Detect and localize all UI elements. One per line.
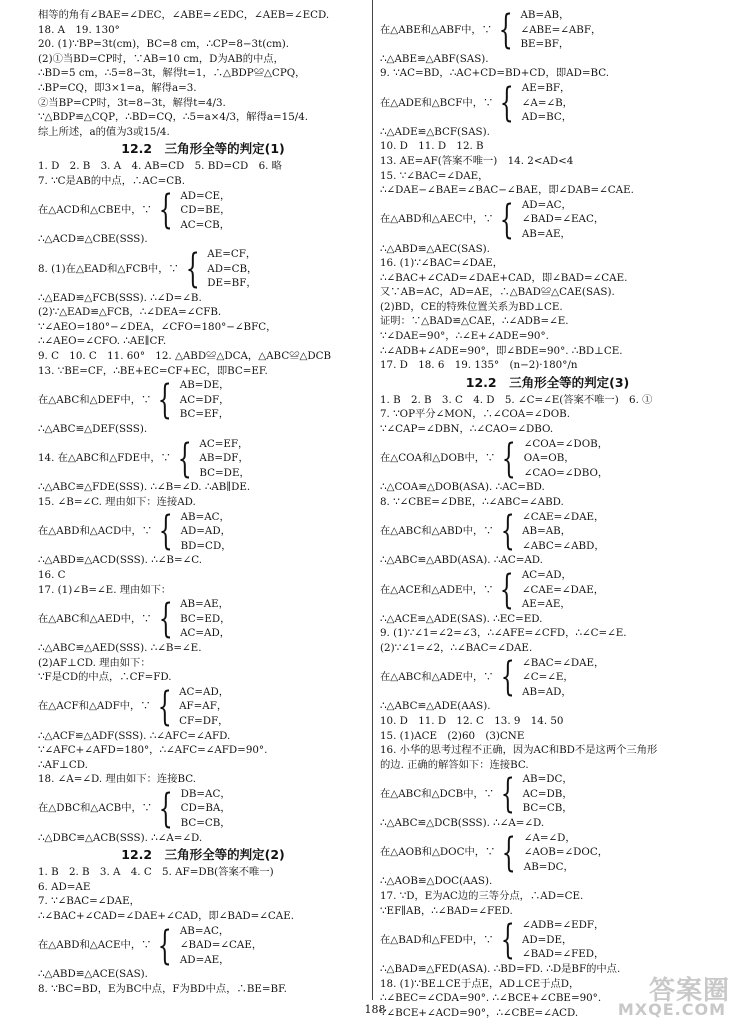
answer-line: ∵∠AEO=180°−∠DEA，∠CFO=180°−∠BFC，: [38, 320, 277, 333]
left-brace-icon: {: [500, 508, 515, 555]
system-condition: CD=BE，: [180, 204, 231, 217]
answer-line: ∵∠CAP=∠DBN，∴∠CAO=∠DBO.: [380, 423, 554, 436]
left-brace-icon: {: [158, 922, 173, 969]
answer-line: ∵∠AFC+∠AFD=180°，∴∠AFC=∠AFD=90°.: [38, 744, 268, 757]
system-lead-text: 在△ABC和△ADE中，∵: [380, 671, 494, 684]
system-condition: AD=CB，: [207, 262, 258, 275]
system-condition: AB=AC，: [179, 924, 230, 937]
answer-line: ∴△COA≌△DOB(ASA). ∴AC=BD.: [380, 481, 545, 494]
answer-line: ∴∠ADB+∠ADE=90°，即∠BDE=90°. ∴BD⊥CE.: [380, 344, 623, 357]
section-heading-1: 12.2 三角形全等的判定(1): [121, 141, 285, 157]
equation-system: [38, 685, 368, 729]
answer-line: 15. ∠B=∠C. 理由如下：连接AD.: [38, 496, 196, 508]
system-conditions: [522, 656, 604, 700]
system-condition: AD=AC，: [521, 198, 572, 211]
system-lead-text: 在△ABD和△ACD中，∵: [38, 525, 153, 538]
equation-system: [38, 247, 368, 291]
right-column: [380, 8, 715, 1020]
answer-line: 13. AE=AF(答案不唯一) 14. 2<AD<4: [380, 154, 574, 167]
system-lead-text: 在△ACF和△ADF中，∵: [38, 700, 151, 713]
answer-line: ∴△ABC≌△AED(SSS). ∴∠B=∠E.: [38, 641, 202, 654]
system-lead-text: 在△ABD和△ACE中，∵: [38, 939, 152, 952]
system-conditions: [179, 685, 229, 729]
system-conditions: [180, 378, 230, 422]
system-condition: ∠ABE=∠ABF，: [520, 23, 602, 36]
section-heading-2: 12.2 三角形全等的判定(2): [121, 847, 285, 863]
text-block: [380, 553, 715, 568]
answer-line: (2)AF⊥CD. 理由如下：: [38, 656, 151, 669]
text-block: [380, 242, 715, 373]
left-brace-icon: {: [500, 771, 515, 818]
answer-line: ∴∠AEO=∠CFO. ∴AE∥CF.: [38, 335, 167, 348]
text-block: [380, 612, 715, 656]
page-number: 188: [364, 1003, 386, 1016]
answer-line: 9. C 10. C 11. 60° 12. △ABD≌△DCA，△ABC≌△DCB: [38, 350, 332, 363]
left-brace-icon: {: [500, 79, 515, 126]
section-heading-3: 12.2 三角形全等的判定(3): [465, 374, 630, 390]
text-block: [38, 729, 368, 787]
system-conditions: [522, 510, 605, 554]
system-lead-text: 在△AOB和△DOC中，∵: [380, 846, 496, 859]
answer-line: ∴BD=5 cm，∴5=8−3t，解得t=1，∴△BDP≌△CPQ，: [38, 67, 306, 80]
text-block: [380, 393, 715, 437]
system-conditions: [207, 247, 257, 291]
answer-line: ∴∠DAE−∠BAE=∠BAC−∠BAE，即∠DAB=∠CAE.: [380, 184, 634, 197]
text-block: [38, 232, 368, 247]
system-condition: AD=CE，: [180, 189, 231, 202]
answer-line: 6. AD=AE: [38, 880, 91, 893]
answer-line: 17. ∵D，E为AC边的三等分点，∴AD=CE.: [380, 890, 584, 903]
text-block: [380, 816, 715, 831]
system-condition: AB=AC，: [180, 510, 230, 523]
system-conditions: [199, 437, 249, 481]
left-brace-icon: {: [177, 435, 192, 482]
answer-line: ∴△ABC≌△DEF(SSS).: [38, 423, 148, 436]
system-condition: AC=CB，: [180, 218, 230, 231]
answer-line: 1. B 2. B 3. A 4. C 5. AF=DB(答案不唯一): [38, 866, 274, 879]
system-condition: DE=BF，: [207, 277, 257, 290]
answer-line: 综上所述，a的值为3或15/4.: [38, 125, 170, 138]
system-condition: CD=BA，: [180, 802, 231, 815]
system-condition: AC=DB，: [522, 787, 573, 800]
system-condition: AF=AF，: [179, 700, 228, 713]
answer-line: (2)①当BD=CP时，∵AB=10 cm，D为AB的中点，: [38, 52, 284, 65]
system-condition: ∠BAD=∠CAE，: [179, 939, 263, 952]
text-block: [38, 553, 368, 597]
answer-line: 1. B 2. B 3. C 4. D 5. ∠C=∠E(答案不唯一) 6. ①: [380, 393, 653, 406]
answer-line: 16. (1)∵∠BAC=∠DAE，: [380, 257, 504, 270]
answer-line: 17. (1)∠B=∠E. 理由如下：: [38, 583, 172, 596]
answer-line: 7. ∵C是AB的中点，∴AC=CB.: [38, 174, 185, 187]
system-condition: AB=DF，: [199, 452, 249, 465]
answer-line: (2)BD，CE的特殊位置关系为BD⊥CE.: [380, 300, 563, 313]
equation-system: [38, 787, 368, 831]
answer-line: ∴∠BAC+∠CAD=∠DAE+CAD，即∠BAD=∠CAE.: [380, 271, 628, 284]
equation-system: [380, 510, 715, 554]
answer-line: (2)∵∠1=∠2，∴∠BAC=∠DAE.: [380, 641, 533, 654]
answer-line: 9. ∵AC=BD，∴AC+CD=BD+CD，即AD=BC.: [380, 67, 610, 80]
left-brace-icon: {: [158, 187, 173, 234]
text-block: [380, 125, 715, 198]
answer-line: ∴∠BEC=∠CDA=90°. ∴∠BCE+∠CBE=90°.: [380, 992, 602, 1005]
system-condition: AB=DE，: [179, 379, 230, 392]
system-condition: AC=AD，: [180, 627, 230, 640]
equation-system: [380, 831, 715, 875]
system-condition: AC=EF，: [199, 437, 249, 450]
answer-line: 20. (1)∵BP=3t(cm)，BC=8 cm，∴CP=8−3t(cm).: [38, 38, 290, 51]
system-condition: BC=CB，: [180, 817, 231, 830]
answer-line: 17. D 18. 6 19. 135° (n−2)·180°/n: [380, 359, 578, 372]
system-lead-text: 在△BAD和△FED中，∵: [380, 933, 494, 946]
left-brace-icon: {: [500, 917, 515, 964]
equation-system: [38, 597, 368, 641]
text-block: [380, 699, 715, 772]
system-condition: AE=AE，: [521, 598, 571, 611]
system-conditions: [524, 437, 608, 481]
left-brace-icon: {: [158, 377, 173, 424]
equation-system: [380, 772, 715, 816]
answer-line: 8. ∵∠CBE=∠DBE，∴∠ABC=∠ABD.: [380, 496, 564, 508]
watermark-url: MXQE.COM: [617, 1000, 726, 1019]
system-lead-text: 在△ABC和△DCB中，∵: [380, 787, 495, 800]
text-block: [38, 480, 368, 509]
left-brace-icon: {: [185, 245, 200, 292]
equation-system: [38, 378, 368, 422]
system-condition: ∠ADB=∠EDF，: [521, 919, 605, 932]
system-condition: ∠C=∠E，: [522, 671, 574, 684]
system-condition: AB=DC，: [523, 860, 574, 873]
text-block: [38, 831, 368, 846]
answer-line: ∴△ABD≌△AEC(SAS).: [380, 242, 490, 255]
system-condition: AB=AB，: [520, 9, 570, 21]
answer-line: 的边. 正确的解答如下：连接BC.: [380, 758, 529, 771]
text-block: [380, 52, 715, 81]
answer-line: 18. ∠A=∠D. 理由如下：连接BC.: [38, 773, 197, 786]
answer-line: 证明：∵△BAD≌△CAE，∴∠ADB=∠E.: [380, 315, 569, 328]
left-brace-icon: {: [500, 196, 515, 243]
system-condition: ∠BAC=∠DAE，: [522, 656, 605, 669]
system-lead-text: 在△ACD和△CBE中，∵: [38, 204, 152, 217]
system-conditions: [522, 918, 604, 962]
system-condition: BC=CB，: [522, 802, 573, 815]
answer-line: ∵∠DAE=90°，∴∠E+∠ADE=90°.: [380, 330, 549, 343]
text-block: [38, 8, 368, 139]
system-condition: DB=AC，: [180, 787, 231, 800]
answer-line: ∵∠BCE+∠ACD=90°，∴∠CBE=∠ACD.: [380, 1006, 579, 1019]
answer-line: 10. D 11. D 12. C 13. 9 14. 50: [380, 714, 564, 727]
system-lead-text: 在△ABC和△ABD中，∵: [380, 525, 494, 538]
answer-line: ∴△ADE≌△BCF(SAS).: [380, 125, 490, 138]
equation-system: [380, 8, 715, 52]
answer-line: 18. A 19. 130°: [38, 23, 120, 36]
system-condition: ∠BAD=∠EAC，: [521, 213, 605, 226]
watermark-logo: 答案圈: [648, 976, 730, 1006]
system-conditions: [520, 8, 601, 52]
answer-line: ∴△ABC≌△ABD(ASA). ∴AC=AD.: [380, 554, 543, 567]
answer-line: 15. (1)ACE (2)60 (3)CNE: [380, 729, 525, 742]
system-condition: BC=ED，: [180, 612, 231, 625]
answer-line: ∴△DBC≌△ACB(SSS). ∴∠A=∠D.: [38, 831, 203, 844]
system-condition: AB=AE，: [521, 227, 571, 240]
system-condition: AD=DE，: [521, 933, 573, 946]
system-condition: BC=EF，: [179, 408, 229, 421]
system-condition: AD=AD，: [180, 525, 231, 538]
equation-system: [380, 198, 715, 242]
equation-system: [380, 437, 715, 481]
answer-line: 18. (1)∵BE⊥CE于点E，AD⊥CE于点D，: [380, 977, 580, 990]
left-brace-icon: {: [500, 654, 515, 701]
system-lead-text: 8. (1)在△EAD和△FCB中，∵: [38, 262, 179, 275]
system-condition: ∠A=∠D，: [523, 831, 576, 844]
system-condition: AB=AD，: [522, 685, 572, 698]
answer-line: 16. 小华的思考过程不正确，因为AC和BD不是这两个三角形: [380, 744, 658, 757]
answer-line: 7. ∵∠BAC=∠DAE，: [38, 895, 140, 908]
answer-line: ∴△ABC≌△FDE(SSS). ∴∠B=∠D. ∴AB∥DE.: [38, 481, 251, 494]
system-condition: ∠ABC=∠ABD，: [522, 539, 605, 552]
equation-system: [380, 81, 715, 125]
system-condition: BC=DE，: [199, 466, 250, 479]
equation-system: [380, 568, 715, 612]
equation-system: [38, 510, 368, 554]
system-conditions: [180, 189, 230, 233]
answer-line: ∴△ABE≌△ABF(SAS).: [380, 52, 489, 65]
system-conditions: [523, 772, 573, 816]
answer-line: ②当BP=CP时，3t=8−3t，解得t=4/3.: [38, 96, 226, 109]
answer-line: ∵△BDP≌△CQP，∴BD=CQ，∴5=a×4/3，解得a=15/4.: [38, 111, 309, 124]
answer-line: (2)∵△EAD≌△FCB，∴∠DEA=∠CFB.: [38, 306, 222, 319]
left-brace-icon: {: [500, 566, 515, 613]
text-block: [38, 967, 368, 996]
text-block: [38, 159, 368, 188]
system-condition: BE=BF，: [520, 38, 570, 51]
answer-line: 又∵AB=AC，AD=AE，∴△BAD≌△CAE(SAS).: [380, 286, 615, 299]
system-lead-text: 在△ABD和△AEC中，∵: [380, 213, 494, 226]
system-condition: AC=AD，: [521, 568, 572, 581]
system-conditions: [522, 198, 604, 242]
system-conditions: [180, 597, 230, 641]
system-conditions: [524, 831, 608, 875]
system-condition: AB=DC，: [522, 773, 573, 786]
system-lead-text: 在△COA和△DOB中，∵: [380, 452, 496, 465]
system-condition: ∠BAD=∠FED，: [521, 948, 605, 961]
answer-line: ∴△ACF≌△ADF(SSS). ∴∠AFC=∠AFD.: [38, 729, 231, 742]
system-condition: ∠CAE=∠DAE，: [522, 510, 605, 523]
answer-line: 16. C: [38, 568, 66, 581]
left-brace-icon: {: [157, 683, 172, 730]
system-lead-text: 在△DBC和△ACB中，∵: [38, 802, 153, 815]
equation-system: [38, 437, 368, 481]
system-lead-text: 在△ABE和△ABF中，∵: [380, 23, 492, 36]
answer-line: ∵F是CD的中点，∴CF=FD.: [38, 671, 172, 684]
system-condition: OA=OB，: [523, 452, 575, 465]
system-condition: ∠CAO=∠DBO，: [523, 466, 609, 479]
answer-line: ∵EF∥AB，∴∠BAD=∠FED.: [380, 904, 513, 917]
system-condition: ∠COA=∠DOB，: [523, 437, 608, 450]
system-condition: BD=CD，: [180, 539, 232, 552]
system-lead-text: 在△ABC和△AED中，∵: [38, 612, 152, 625]
answer-line: 相等的角有∠BAE=∠DEC，∠ABE=∠EDC，∠AEB=∠ECD.: [38, 9, 330, 21]
system-conditions: [180, 924, 262, 968]
equation-system: [380, 656, 715, 700]
system-condition: CF=DF，: [179, 714, 229, 727]
answer-line: 15. ∵∠BAC=∠DAE，: [380, 169, 489, 182]
answer-line: 7. ∵OP平分∠MON，∴∠COA=∠DOB.: [380, 408, 571, 421]
column-divider: [372, 0, 373, 1000]
text-block: [380, 480, 715, 509]
system-condition: AC=DF，: [179, 393, 230, 406]
system-lead-text: 在△ADE和△BCF中，∵: [380, 96, 494, 109]
text-block: [38, 865, 368, 923]
left-brace-icon: {: [502, 829, 517, 876]
left-brace-icon: {: [158, 785, 173, 832]
system-conditions: [181, 787, 231, 831]
answer-line: ∴△ABD≌△ACD(SSS). ∴∠B=∠C.: [38, 554, 203, 567]
system-conditions: [522, 81, 573, 125]
text-block: [38, 422, 368, 437]
answer-line: ∴△AOB≌△DOC(AAS).: [380, 875, 493, 888]
answer-line: ∴△ACE≌△ADE(SAS). ∴EC=ED.: [380, 612, 543, 625]
answer-line: ∴△BAD≌△FED(ASA). ∴BD=FD. ∴D是BF的中点.: [380, 963, 621, 975]
left-brace-icon: {: [498, 6, 513, 53]
system-condition: AB=AE，: [180, 598, 229, 611]
answer-line: ∴△ABC≌△DCB(SSS). ∴∠A=∠D.: [380, 817, 545, 830]
text-block: [38, 291, 368, 379]
answer-line: ∴△ABC≌△ADE(AAS).: [380, 700, 491, 713]
system-condition: AE=BF，: [521, 81, 571, 94]
answer-line: 1. D 2. B 3. A 4. AB=CD 5. BD=CD 6. 略: [38, 160, 282, 173]
left-brace-icon: {: [502, 435, 517, 482]
answer-line: 8. ∵BC=BD，E为BC中点，F为BD中点，∴BE=BF.: [38, 983, 287, 995]
system-lead-text: 在△ACE和△ADE中，∵: [380, 583, 494, 596]
system-lead-text: 在△ABC和△DEF中，∵: [38, 393, 152, 406]
left-column: [38, 8, 368, 997]
equation-system: [38, 189, 368, 233]
system-condition: ∠CAE=∠DAE，: [521, 583, 605, 596]
system-condition: AC=AD，: [179, 685, 230, 698]
system-condition: AE=CF，: [207, 247, 257, 260]
answer-line: 10. D 11. D 12. B: [380, 140, 484, 153]
text-block: [38, 641, 368, 685]
answer-line: ∴△ACD≌△CBE(SSS).: [38, 233, 148, 246]
system-lead-text: 14. 在△ABC和△FDE中，∵: [38, 452, 171, 465]
system-condition: ∠A=∠B，: [521, 96, 573, 109]
answer-line: ∴∠BAC+∠CAD=∠DAE+∠CAD，即∠BAD=∠CAE.: [38, 910, 295, 923]
left-brace-icon: {: [158, 596, 173, 643]
answer-line: ∴BP=CQ，即3×1=a，解得a=3.: [38, 81, 197, 94]
system-condition: ∠AOB=∠DOC，: [523, 846, 608, 859]
equation-system: [38, 924, 368, 968]
system-condition: AD=BC，: [521, 111, 573, 124]
answer-line: 13. ∵BE=CF，∴BE+EC=CF+EC，即BC=EF.: [38, 364, 268, 377]
answer-line: ∴AF⊥CD.: [38, 758, 88, 771]
answer-line: ∴△EAD≌△FCB(SSS). ∴∠D=∠B.: [38, 291, 202, 304]
answer-line: 9. (1)∵∠1=∠2=∠3，∴∠AFE=∠CFD，∴∠C=∠E.: [380, 627, 627, 640]
system-conditions: [522, 568, 604, 612]
system-condition: AD=AE，: [179, 953, 230, 966]
equation-system: [380, 918, 715, 962]
answer-line: ∴△ABD≌△ACE(SAS).: [38, 968, 148, 981]
system-condition: AB=AB，: [522, 525, 572, 538]
left-brace-icon: {: [158, 508, 173, 555]
system-conditions: [181, 510, 232, 554]
text-block: [380, 874, 715, 918]
